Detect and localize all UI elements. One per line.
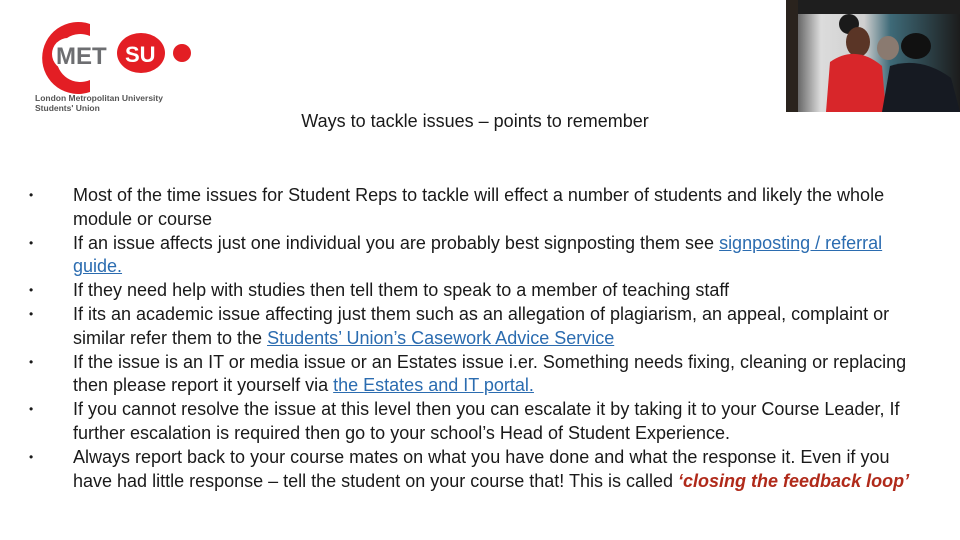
casework-advice-link[interactable]: Students’ Union’s Casework Advice Service xyxy=(267,327,615,348)
svg-text:MET: MET xyxy=(56,43,107,70)
logo-subtitle-line1: London Metropolitan University xyxy=(35,93,163,103)
bullet-icon: • xyxy=(29,235,34,250)
bullet-icon: • xyxy=(29,188,34,202)
slide-title: Ways to tackle issues – points to remember xyxy=(301,111,649,131)
bullet-icon: • xyxy=(29,402,34,417)
bullet-icon: • xyxy=(29,449,34,464)
list-item xyxy=(29,184,933,232)
list-item xyxy=(29,446,933,494)
estates-it-portal-link[interactable]: the Estates and IT portal. xyxy=(333,375,534,396)
item-text: If they need help with studies then tell them to speak to a member of teaching staff xyxy=(73,280,730,301)
item-text: If you cannot resolve the issue at this level then you can escalate it by taking it to your Course Leader, If further escalation is required then go to your school’s Head of Student Experience. xyxy=(73,399,900,443)
logo-subtitle xyxy=(35,93,163,113)
logo-subtitle-line2: Students' Union xyxy=(35,103,100,113)
svg-text:SU: SU xyxy=(125,42,156,67)
list-item xyxy=(29,303,933,351)
bullet-icon: • xyxy=(29,354,34,369)
list-item xyxy=(29,351,933,399)
signposting-guide-link[interactable]: signposting / referral guide. xyxy=(73,232,883,277)
list-item xyxy=(29,279,933,303)
list-item xyxy=(29,232,933,280)
bullet-icon: • xyxy=(29,283,34,298)
list-item xyxy=(29,398,933,446)
item-text: Always report back to your course mates on what you have done and what the response it. Even if you have had little response – tell the student on your course that! This is called xyxy=(73,446,890,491)
closing-feedback-loop-emphasis: ‘closing the feedback loop’ xyxy=(678,470,910,491)
item-text: Most of the time issues for Student Reps to tackle will effect a number of students and likely the whole module or course xyxy=(73,185,885,229)
student-rep-photo xyxy=(786,0,960,112)
item-text: If its an academic issue affecting just them such as an allegation of plagiarism, an appeal, complaint or similar refer them to the xyxy=(73,303,890,348)
item-text: If the issue is an IT or media issue or an Estates issue i.er. Something needs fixing, cleaning or replacing then please report it yourself via xyxy=(73,351,907,396)
bullet-icon: • xyxy=(29,306,34,321)
bullet-list xyxy=(29,184,933,493)
item-text: If an issue affects just one individual you are probably best signposting them see xyxy=(73,232,720,253)
